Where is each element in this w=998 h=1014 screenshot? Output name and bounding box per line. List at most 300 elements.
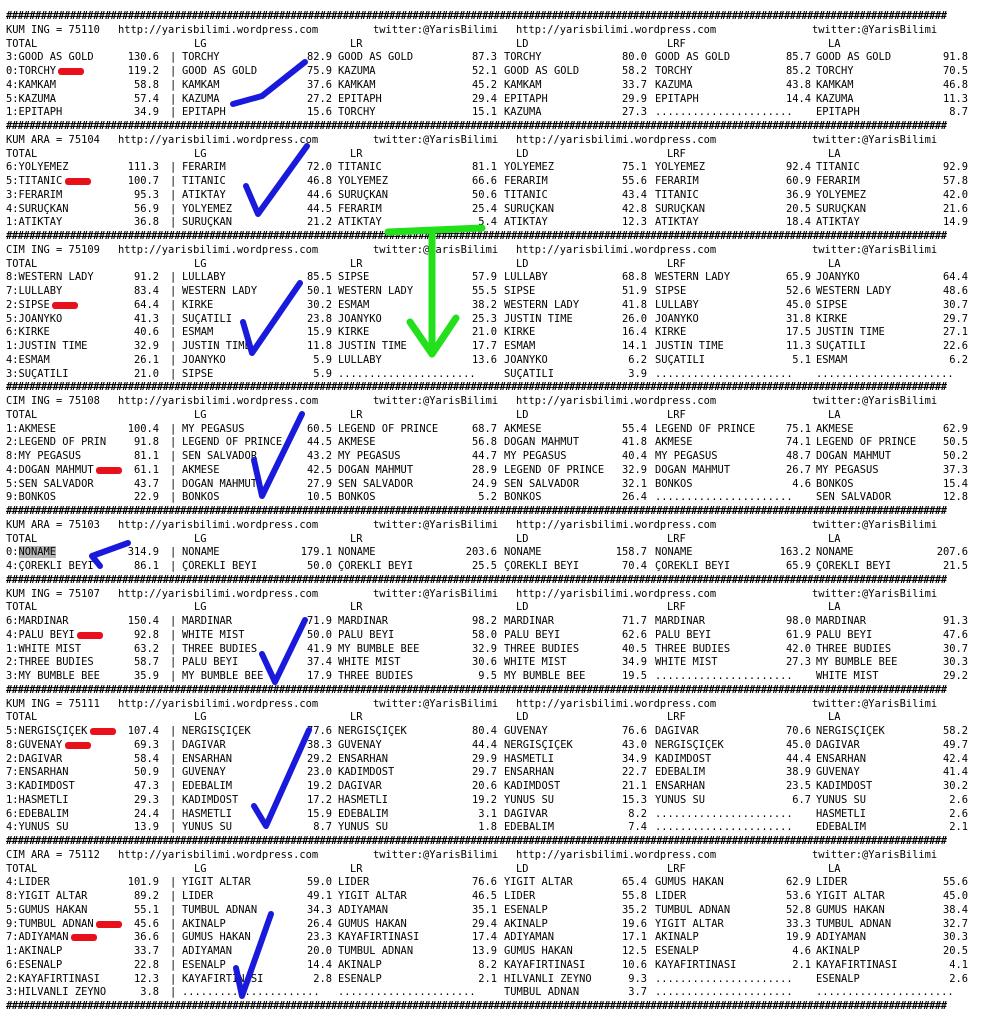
horse-name: LEGEND OF PRINCE (338, 422, 439, 435)
table-row (6, 794, 992, 808)
score-value: 82.9 (306, 51, 332, 64)
score-value: 61.1 (133, 463, 159, 476)
score-value: 14.4 (785, 92, 811, 105)
horse-name: WESTERN LADY (816, 285, 892, 297)
horse-name: ÇÖREKLI BEYI (504, 560, 580, 572)
horse-name: BONKOS (655, 477, 693, 490)
table-row (6, 945, 992, 959)
score-value: 32.7 (942, 917, 968, 930)
column-header-lg: LG (194, 408, 207, 421)
horse-name: LULLABY (655, 298, 699, 311)
horse-name: EPITAPH (816, 106, 860, 119)
score-value: 19.9 (785, 931, 811, 944)
score-value: 20.5 (785, 202, 811, 215)
score-value: 8.2 (478, 958, 497, 971)
horse-name: ...................... (338, 367, 476, 380)
horse-name: ATIKTAY (504, 216, 548, 229)
column-separator: | (170, 340, 177, 352)
table-row (6, 491, 992, 505)
score-value: 50.9 (133, 766, 159, 779)
score-value: 31.8 (785, 312, 811, 325)
horse-name: 4:SURUÇKAN (6, 202, 69, 215)
score-value: 5.9 (313, 367, 332, 380)
score-value: 45.2 (471, 78, 497, 91)
race-header-url2: http://yarisbilimi.wordpress.com (516, 243, 717, 256)
table-row (6, 203, 992, 217)
column-header-lr: LR (350, 408, 363, 421)
score-value: 34.3 (306, 903, 332, 916)
table-row (6, 959, 992, 973)
horse-name: YIGIT ALTAR (182, 876, 251, 889)
hash-separator-text: ################################################################################################################################################################## (6, 1000, 947, 1012)
horse-name: ...................... (655, 972, 793, 985)
score-value: 33.3 (785, 917, 811, 930)
horse-name: JOANYKO (338, 312, 382, 325)
horse-name: 0:TORCHY (6, 65, 57, 77)
score-value: 130.6 (127, 51, 159, 64)
score-value: 24.4 (133, 807, 159, 820)
horse-name: SEN SALVADOR (338, 477, 414, 490)
red-highlight-marker (96, 921, 122, 928)
column-header-lrf: LRF (667, 147, 686, 160)
column-separator: | (170, 463, 177, 476)
horse-name: SIPSE (182, 367, 214, 380)
horse-name: HASMETLI (504, 752, 555, 765)
score-value: 15.3 (621, 793, 647, 806)
horse-name: SUÇATILI (182, 312, 233, 325)
score-value: 43.8 (785, 78, 811, 91)
score-value: 60.9 (785, 175, 811, 187)
score-value: 34.9 (621, 752, 647, 765)
horse-name: KAYAFIRTINASI (655, 958, 737, 971)
horse-name: TORCHY (182, 51, 220, 64)
horse-name: NONAME (816, 546, 854, 559)
horse-name: TITANIC (655, 188, 699, 201)
horse-name: ÇÖREKLI BEYI (816, 560, 892, 572)
score-value: 29.2 (942, 670, 968, 682)
column-separator: | (170, 188, 177, 201)
score-value: 32.1 (621, 477, 647, 490)
table-row (6, 546, 992, 560)
horse-name: SURUÇKAN (338, 188, 389, 201)
race-header-tw2: twitter:@YarisBilimi (812, 518, 938, 531)
table-row (6, 79, 992, 93)
horse-name: YIGIT ALTAR (338, 890, 407, 902)
hash-separator-text: ################################################################################################################################################################## (6, 835, 947, 847)
horse-name: SIPSE (504, 285, 536, 297)
horse-name: LIDER (504, 890, 536, 902)
score-value: 314.9 (127, 546, 159, 559)
score-value: 33.7 (133, 945, 159, 957)
horse-name: SURUÇKAN (655, 202, 706, 215)
horse-name: BONKOS (338, 491, 376, 504)
horse-name: MY PEGASUS (182, 422, 245, 435)
red-highlight-marker (58, 68, 84, 75)
race-header (6, 134, 992, 148)
column-header-ld: LD (516, 711, 529, 724)
red-highlight-marker (65, 742, 91, 749)
column-header-lr: LR (350, 257, 363, 270)
race-header-tw1: twitter:@YarisBilimi (373, 587, 499, 600)
table-row (6, 161, 992, 175)
score-value: 91.3 (942, 615, 968, 627)
race-header (6, 395, 992, 409)
table-row (6, 464, 992, 478)
horse-name: JUSTIN TIME (655, 340, 724, 352)
score-value: 87.3 (471, 51, 497, 64)
horse-name: TITANIC (182, 175, 226, 187)
race-header-race: KUM ING = 75107 (6, 587, 100, 600)
race-header-tw2: twitter:@YarisBilimi (812, 697, 938, 710)
yellow-highlight-marker (52, 879, 78, 886)
race-analysis-sheet (6, 10, 992, 1014)
horse-name: WESTERN LADY (182, 285, 258, 297)
row-index: 0: (6, 546, 19, 559)
score-value: 27.3 (621, 106, 647, 119)
table-row (6, 931, 992, 945)
horse-name: AKMESE (338, 436, 376, 449)
race-header-tw1: twitter:@YarisBilimi (373, 518, 499, 531)
score-value: 65.9 (785, 271, 811, 284)
red-highlight-marker (52, 302, 78, 309)
column-separator: | (170, 793, 177, 806)
horse-name: YUNUS SU (504, 793, 555, 806)
horse-name: KAZUMA (816, 92, 854, 105)
table-row (6, 106, 992, 120)
score-value: 76.6 (471, 876, 497, 889)
horse-name: KAZUMA (655, 78, 693, 91)
horse-name: 4:PALU BEYI (6, 628, 75, 641)
score-value: 92.8 (133, 628, 159, 641)
score-value: 11.3 (942, 92, 968, 105)
horse-name: MY PEGASUS (816, 463, 879, 476)
horse-name: ÇÖREKLI BEYI (182, 560, 258, 572)
horse-name: ...................... (655, 821, 793, 834)
horse-name: 1:HASMETLI (6, 793, 69, 806)
horse-name: JOANYKO (655, 312, 699, 325)
selected-text[interactable]: NONAME (18, 546, 57, 559)
score-value: 8.2 (628, 807, 647, 820)
score-value: 52.6 (785, 285, 811, 297)
horse-name: ...................... (655, 670, 793, 682)
horse-name: DAGIVAR (655, 725, 699, 737)
horse-name: JOANYKO (504, 353, 548, 366)
race-header-url1: http://yarisbilimi.wordpress.com (118, 587, 319, 600)
column-header-lr: LR (350, 711, 363, 724)
horse-name: 1:AKMESE (6, 422, 57, 435)
score-value: 41.9 (306, 642, 332, 655)
score-value: 119.2 (127, 65, 159, 77)
score-value: 23.5 (785, 780, 811, 792)
race-header (6, 24, 992, 38)
column-separator: | (170, 615, 177, 627)
race-header (6, 849, 992, 863)
horse-name: FERARIM (182, 161, 226, 174)
hash-separator (6, 1000, 992, 1014)
horse-name: TUMBUL ADNAN (182, 903, 258, 916)
score-value: 66.6 (471, 175, 497, 187)
table-row (6, 780, 992, 794)
horse-name: SIPSE (655, 285, 687, 297)
horse-name: WESTERN LADY (655, 271, 731, 284)
horse-name: AKMESE (655, 436, 693, 449)
horse-name: KIRKE (816, 312, 848, 325)
horse-name: 3:MY BUMBLE BEE (6, 670, 100, 682)
score-value: 203.6 (465, 546, 497, 559)
column-header (6, 711, 992, 725)
score-value: 42.0 (785, 642, 811, 655)
horse-name: PALU BEYI (655, 628, 712, 641)
score-value: 40.5 (621, 642, 647, 655)
horse-name: HASMETLI (338, 793, 389, 806)
column-header-lrf: LRF (667, 532, 686, 545)
column-header (6, 863, 992, 877)
horse-name: ...................... (655, 491, 793, 504)
horse-name: FERARIM (655, 175, 699, 187)
score-value: 15.9 (306, 326, 332, 339)
column-separator: | (170, 422, 177, 435)
score-value: 98.2 (471, 615, 497, 627)
score-value: 21.6 (942, 202, 968, 215)
horse-name: ...................... (655, 807, 793, 820)
table-row (6, 876, 992, 890)
score-value: 62.9 (942, 422, 968, 435)
column-header-lr: LR (350, 37, 363, 50)
score-value: 27.9 (306, 477, 332, 490)
horse-name: KIRKE (504, 326, 536, 339)
score-value: 58.4 (133, 752, 159, 765)
column-header-lg: LG (194, 37, 207, 50)
horse-name: MY BUMBLE BEE (338, 642, 420, 655)
column-header-lrf: LRF (667, 408, 686, 421)
score-value: 7.4 (628, 821, 647, 834)
score-value: 45.0 (942, 890, 968, 902)
horse-name: SURUÇKAN (182, 216, 233, 229)
table-row (6, 725, 992, 739)
score-value: 48.6 (942, 285, 968, 297)
horse-name: NONAME (338, 546, 376, 559)
horse-name: ÇÖREKLI BEYI (338, 560, 414, 572)
score-value: 34.9 (621, 656, 647, 669)
score-value: 111.3 (127, 161, 159, 174)
horse-name: JUSTIN TIME (504, 312, 573, 325)
score-value: 47.3 (133, 780, 159, 792)
table-row (6, 643, 992, 657)
horse-name: YIGIT ALTAR (655, 917, 724, 930)
horse-name: GOOD AS GOLD (182, 65, 258, 77)
score-value: 35.2 (621, 903, 647, 916)
column-separator: | (170, 298, 177, 311)
horse-name: ADIYAMAN (816, 931, 867, 944)
horse-name: ADIYAMAN (182, 945, 233, 957)
horse-name: AKINALP (816, 945, 860, 957)
column-separator: | (170, 670, 177, 682)
race-header-tw1: twitter:@YarisBilimi (373, 848, 499, 861)
horse-name: YIGIT ALTAR (816, 890, 885, 902)
horse-name: 1:AKINALP (6, 945, 63, 957)
column-header-lrf: LRF (667, 257, 686, 270)
column-separator: | (170, 972, 177, 985)
horse-name: DAGIVAR (182, 738, 226, 751)
horse-name: ESENALP (338, 972, 382, 985)
score-value: 38.3 (306, 738, 332, 751)
horse-name: YOLYEMEZ (816, 188, 867, 201)
horse-name: TITANIC (338, 161, 382, 174)
horse-name: KAYAFIRTINASI (504, 958, 586, 971)
hash-separator (6, 381, 992, 395)
hash-separator-text: ################################################################################################################################################################## (6, 573, 947, 586)
race-header-tw2: twitter:@YarisBilimi (812, 395, 938, 407)
horse-name: HASMETLI (182, 807, 233, 820)
table-row (6, 904, 992, 918)
horse-name: ESENALP (655, 945, 699, 957)
horse-name: 1:EPITAPH (6, 106, 63, 119)
column-header (6, 409, 992, 423)
score-value: 30.3 (942, 931, 968, 944)
horse-name: YOLYEMEZ (182, 202, 233, 215)
horse-name: 4:LIDER (6, 876, 50, 889)
column-header-lg: LG (194, 711, 207, 724)
column-header (6, 148, 992, 162)
horse-name: 6:ESENALP (6, 958, 63, 971)
score-value: 75.1 (621, 161, 647, 174)
column-separator: | (170, 450, 177, 462)
hash-separator-text: ################################################################################################################################################################## (6, 683, 947, 696)
score-value: 46.8 (942, 78, 968, 91)
horse-name: 3:SUÇATILI (6, 367, 69, 380)
horse-name: WHITE MIST (816, 670, 879, 682)
column-header (6, 38, 992, 52)
horse-name: NONAME (504, 546, 542, 559)
horse-name: THREE BUDIES (182, 642, 258, 655)
horse-name: ...................... (816, 367, 954, 380)
horse-name: DOGAN MAHMUT (182, 477, 258, 490)
column-separator: | (170, 51, 177, 64)
horse-name: KADIMDOST (182, 793, 239, 806)
race-header (6, 698, 992, 712)
score-value: 74.1 (785, 436, 811, 449)
horse-name: KADIMDOST (816, 780, 873, 792)
horse-name: 7:LULLABY (6, 285, 63, 297)
column-separator: | (170, 656, 177, 669)
horse-name: LULLABY (504, 271, 548, 284)
table-row (6, 478, 992, 492)
horse-name: AKINALP (338, 958, 382, 971)
score-value: 30.3 (942, 656, 968, 669)
score-value: 50.5 (942, 436, 968, 449)
horse-name: SEN SALVADOR (182, 450, 258, 462)
column-header-la: LA (828, 257, 841, 270)
score-value: 10.5 (306, 491, 332, 504)
horse-name: YIGIT ALTAR (504, 876, 573, 889)
horse-name: ATIKTAY (338, 216, 382, 229)
horse-name: DAGIVAR (338, 780, 382, 792)
score-value: 2.1 (949, 821, 968, 834)
horse-name: YUNUS SU (338, 821, 389, 834)
score-value: 6.2 (949, 353, 968, 366)
horse-name: WESTERN LADY (504, 298, 580, 311)
score-value: 52.8 (785, 903, 811, 916)
horse-name: ENSARHAN (182, 752, 233, 765)
hash-separator-text: ################################################################################################################################################################## (6, 505, 947, 517)
horse-name: ADIYAMAN (338, 903, 389, 916)
score-value: 8.7 (313, 821, 332, 834)
score-value: 29.4 (471, 917, 497, 930)
score-value: 95.3 (133, 188, 159, 201)
horse-name: TORCHY (504, 51, 542, 64)
score-value: 9.5 (478, 670, 497, 682)
horse-name: KAMKAM (182, 78, 220, 91)
table-row (6, 189, 992, 203)
score-value: 61.9 (785, 628, 811, 641)
score-value: 25.4 (471, 202, 497, 215)
score-value: 27.1 (942, 326, 968, 339)
score-value: 81.1 (133, 450, 159, 462)
column-header-ld: LD (516, 37, 529, 50)
horse-name: EDEBALIM (816, 821, 867, 834)
horse-name: LEGEND OF PRINCE (655, 422, 756, 435)
table-row (6, 890, 992, 904)
column-separator: | (170, 752, 177, 765)
horse-name: JUSTIN TIME (182, 340, 251, 352)
score-value: 55.4 (621, 422, 647, 435)
score-value: 26.7 (785, 463, 811, 476)
score-value: 64.4 (942, 271, 968, 284)
score-value: 21.0 (133, 367, 159, 380)
score-value: 58.2 (942, 725, 968, 737)
score-value: 58.7 (133, 656, 159, 669)
horse-name: GOOD AS GOLD (816, 51, 892, 64)
horse-name: KAZUMA (504, 106, 542, 119)
score-value: 26.1 (133, 353, 159, 366)
horse-name: NERGISÇIÇEK (504, 738, 573, 751)
table-row (6, 340, 992, 354)
hash-separator-text: ################################################################################################################################################################## (6, 230, 947, 242)
score-value: 77.6 (306, 725, 332, 737)
score-value: 19.6 (621, 917, 647, 930)
horse-name: ...................... (655, 367, 793, 380)
table-row (6, 423, 992, 437)
score-value: 36.8 (133, 216, 159, 229)
score-value: 29.7 (471, 766, 497, 779)
score-value: 15.4 (942, 477, 968, 490)
score-value: 2.8 (313, 972, 332, 985)
horse-name: SIPSE (816, 298, 848, 311)
horse-name: LIDER (338, 876, 370, 889)
score-value: 45.6 (133, 917, 159, 930)
score-value: 91.8 (133, 436, 159, 449)
score-value: 45.0 (785, 298, 811, 311)
score-value: 4.1 (949, 958, 968, 971)
score-value: 11.8 (306, 340, 332, 352)
column-separator: | (170, 917, 177, 930)
race-header-url1: http://yarisbilimi.wordpress.com (118, 133, 319, 146)
horse-name: 4:KAMKAM (6, 78, 57, 91)
horse-name: 6:KIRKE (6, 326, 50, 339)
column-header-lrf: LRF (667, 601, 686, 614)
horse-name: SURUÇKAN (816, 202, 867, 215)
column-separator: | (170, 161, 177, 174)
horse-name: 8:YIGIT ALTAR (6, 890, 88, 902)
horse-name: ...................... (182, 986, 320, 999)
column-header-la: LA (828, 862, 841, 875)
column-header-total: TOTAL (6, 532, 38, 545)
score-value: 42.8 (621, 202, 647, 215)
score-value: 100.7 (127, 175, 159, 187)
score-value: 69.3 (133, 738, 159, 751)
column-separator: | (170, 821, 177, 834)
horse-name: DAGIVAR (816, 738, 860, 751)
